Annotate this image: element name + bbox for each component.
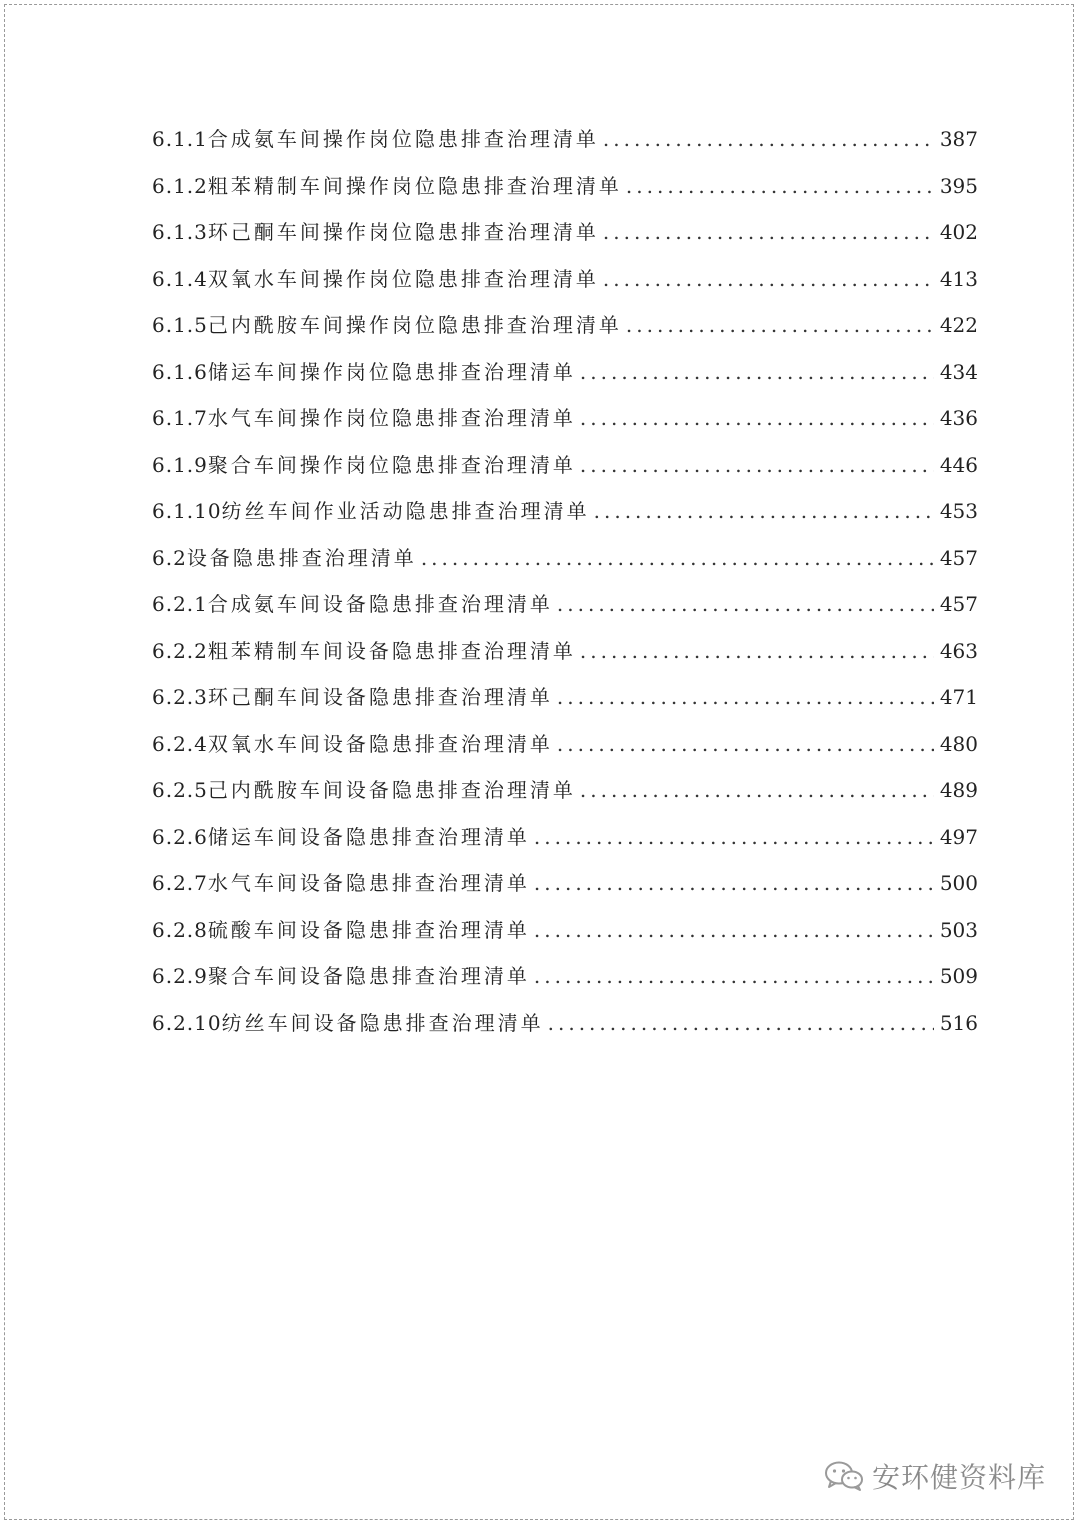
table-of-contents (152, 116, 978, 1046)
toc-entry[interactable] (152, 907, 978, 954)
toc-entry-title: 双氧水车间操作岗位隐患排查治理清单 (207, 266, 599, 291)
toc-leader-dots (534, 953, 934, 1000)
toc-entry-number: 6.2.5 (152, 778, 208, 802)
toc-leader-dots (534, 907, 934, 954)
toc-entry-number: 6.1.9 (152, 452, 208, 477)
toc-entry-title: 储运车间设备隐患排查治理清单 (207, 824, 530, 849)
toc-leader-dots (580, 442, 934, 489)
toc-leader-dots (557, 721, 934, 768)
toc-leader-dots (421, 535, 934, 582)
toc-entry-title: 双氧水车间设备隐患排查治理清单 (207, 731, 553, 756)
toc-leader-dots (534, 860, 934, 907)
toc-entry-page: 402 (939, 220, 978, 244)
toc-entry-page: 500 (939, 871, 978, 895)
toc-entry[interactable] (152, 442, 978, 489)
toc-leader-dots (557, 581, 934, 628)
toc-entry-title: 环己酮车间操作岗位隐患排查治理清单 (207, 220, 599, 244)
toc-entry-page: 387 (939, 127, 978, 151)
toc-entry-page: 503 (939, 917, 978, 942)
toc-entry-page: 480 (939, 731, 978, 756)
toc-entry-title: 聚合车间操作岗位隐患排查治理清单 (207, 452, 576, 477)
toc-entry-page: 446 (939, 452, 978, 477)
toc-leader-dots (580, 349, 934, 396)
toc-leader-dots (603, 116, 934, 163)
toc-leader-dots (548, 1000, 934, 1047)
toc-leader-dots (557, 674, 934, 721)
toc-entry-page: 453 (939, 499, 978, 523)
toc-entry-number: 6.1.5 (152, 313, 208, 337)
toc-entry-page: 422 (939, 313, 978, 337)
toc-entry-number: 6.1.6 (152, 359, 208, 384)
toc-entry-page: 509 (939, 964, 978, 988)
toc-entry-number: 6.1.10 (152, 499, 222, 523)
toc-entry[interactable] (152, 535, 978, 582)
toc-entry-title: 水气车间操作岗位隐患排查治理清单 (207, 406, 576, 430)
toc-entry-page: 413 (939, 266, 978, 291)
toc-entry-title: 水气车间设备隐患排查治理清单 (207, 871, 530, 895)
toc-entry-page: 457 (939, 545, 978, 570)
toc-leader-dots (626, 302, 934, 349)
toc-entry[interactable] (152, 488, 978, 535)
toc-entry-title: 设备隐患排查治理清单 (186, 545, 417, 570)
toc-entry-page: 497 (939, 824, 978, 849)
toc-entry[interactable] (152, 814, 978, 861)
toc-entry[interactable] (152, 1000, 978, 1047)
toc-entry-number: 6.2.10 (152, 1010, 222, 1035)
toc-entry[interactable] (152, 628, 978, 675)
toc-entry-title: 己内酰胺车间操作岗位隐患排查治理清单 (207, 313, 622, 337)
toc-entry-title: 纺丝车间作业活动隐患排查治理清单 (221, 499, 590, 523)
toc-entry-title: 储运车间操作岗位隐患排查治理清单 (207, 359, 576, 384)
toc-entry-page: 516 (939, 1010, 978, 1035)
toc-entry-number: 6.2.8 (152, 917, 208, 942)
toc-entry[interactable] (152, 256, 978, 303)
toc-entry-number: 6.2.1 (152, 592, 208, 616)
toc-entry[interactable] (152, 209, 978, 256)
toc-entry-title: 合成氨车间操作岗位隐患排查治理清单 (207, 127, 599, 151)
toc-entry-page: 471 (939, 685, 978, 709)
toc-entry-title: 粗苯精制车间操作岗位隐患排查治理清单 (207, 173, 622, 198)
watermark (824, 1456, 1046, 1496)
toc-entry-number: 6.2.3 (152, 685, 208, 709)
toc-entry-page: 434 (939, 359, 978, 384)
toc-entry-title: 聚合车间设备隐患排查治理清单 (207, 964, 530, 988)
toc-entry-number: 6.1.1 (152, 127, 208, 151)
toc-entry-number: 6.1.2 (152, 173, 208, 198)
toc-entry-page: 436 (939, 406, 978, 430)
toc-entry-page: 395 (939, 173, 978, 198)
toc-entry-title: 合成氨车间设备隐患排查治理清单 (207, 592, 553, 616)
toc-entry[interactable] (152, 395, 978, 442)
toc-entry-title: 纺丝车间设备隐患排查治理清单 (221, 1010, 544, 1035)
toc-entry-title: 环己酮车间设备隐患排查治理清单 (207, 685, 553, 709)
toc-entry-number: 6.2.7 (152, 871, 208, 895)
toc-leader-dots (626, 163, 934, 210)
toc-entry-page: 489 (939, 778, 978, 802)
toc-entry[interactable] (152, 116, 978, 163)
toc-entry-number: 6.2.4 (152, 731, 208, 756)
wechat-icon (824, 1460, 864, 1492)
toc-entry-page: 457 (939, 592, 978, 616)
toc-entry-title: 硫酸车间设备隐患排查治理清单 (207, 917, 530, 942)
toc-entry[interactable] (152, 302, 978, 349)
toc-leader-dots (580, 395, 934, 442)
toc-entry[interactable] (152, 581, 978, 628)
toc-entry[interactable] (152, 721, 978, 768)
toc-leader-dots (580, 767, 934, 814)
toc-entry-number: 6.2 (152, 545, 187, 570)
toc-entry[interactable] (152, 349, 978, 396)
watermark-text: 安环健资料库 (871, 1461, 1046, 1494)
toc-entry[interactable] (152, 860, 978, 907)
toc-entry-page: 463 (939, 638, 978, 663)
toc-entry-number: 6.2.6 (152, 824, 208, 849)
toc-entry[interactable] (152, 767, 978, 814)
toc-entry[interactable] (152, 674, 978, 721)
toc-entry[interactable] (152, 163, 978, 210)
toc-entry-number: 6.1.4 (152, 266, 208, 291)
toc-leader-dots (603, 209, 934, 256)
toc-entry-title: 粗苯精制车间设备隐患排查治理清单 (207, 638, 576, 663)
toc-entry[interactable] (152, 953, 978, 1000)
toc-entry-number: 6.2.9 (152, 964, 208, 988)
toc-entry-title: 己内酰胺车间设备隐患排查治理清单 (207, 778, 576, 802)
toc-leader-dots (580, 628, 934, 675)
toc-leader-dots (534, 814, 934, 861)
toc-entry-number: 6.1.7 (152, 406, 208, 430)
toc-leader-dots (594, 488, 934, 535)
toc-entry-number: 6.2.2 (152, 638, 208, 663)
toc-leader-dots (603, 256, 934, 303)
toc-entry-number: 6.1.3 (152, 220, 208, 244)
